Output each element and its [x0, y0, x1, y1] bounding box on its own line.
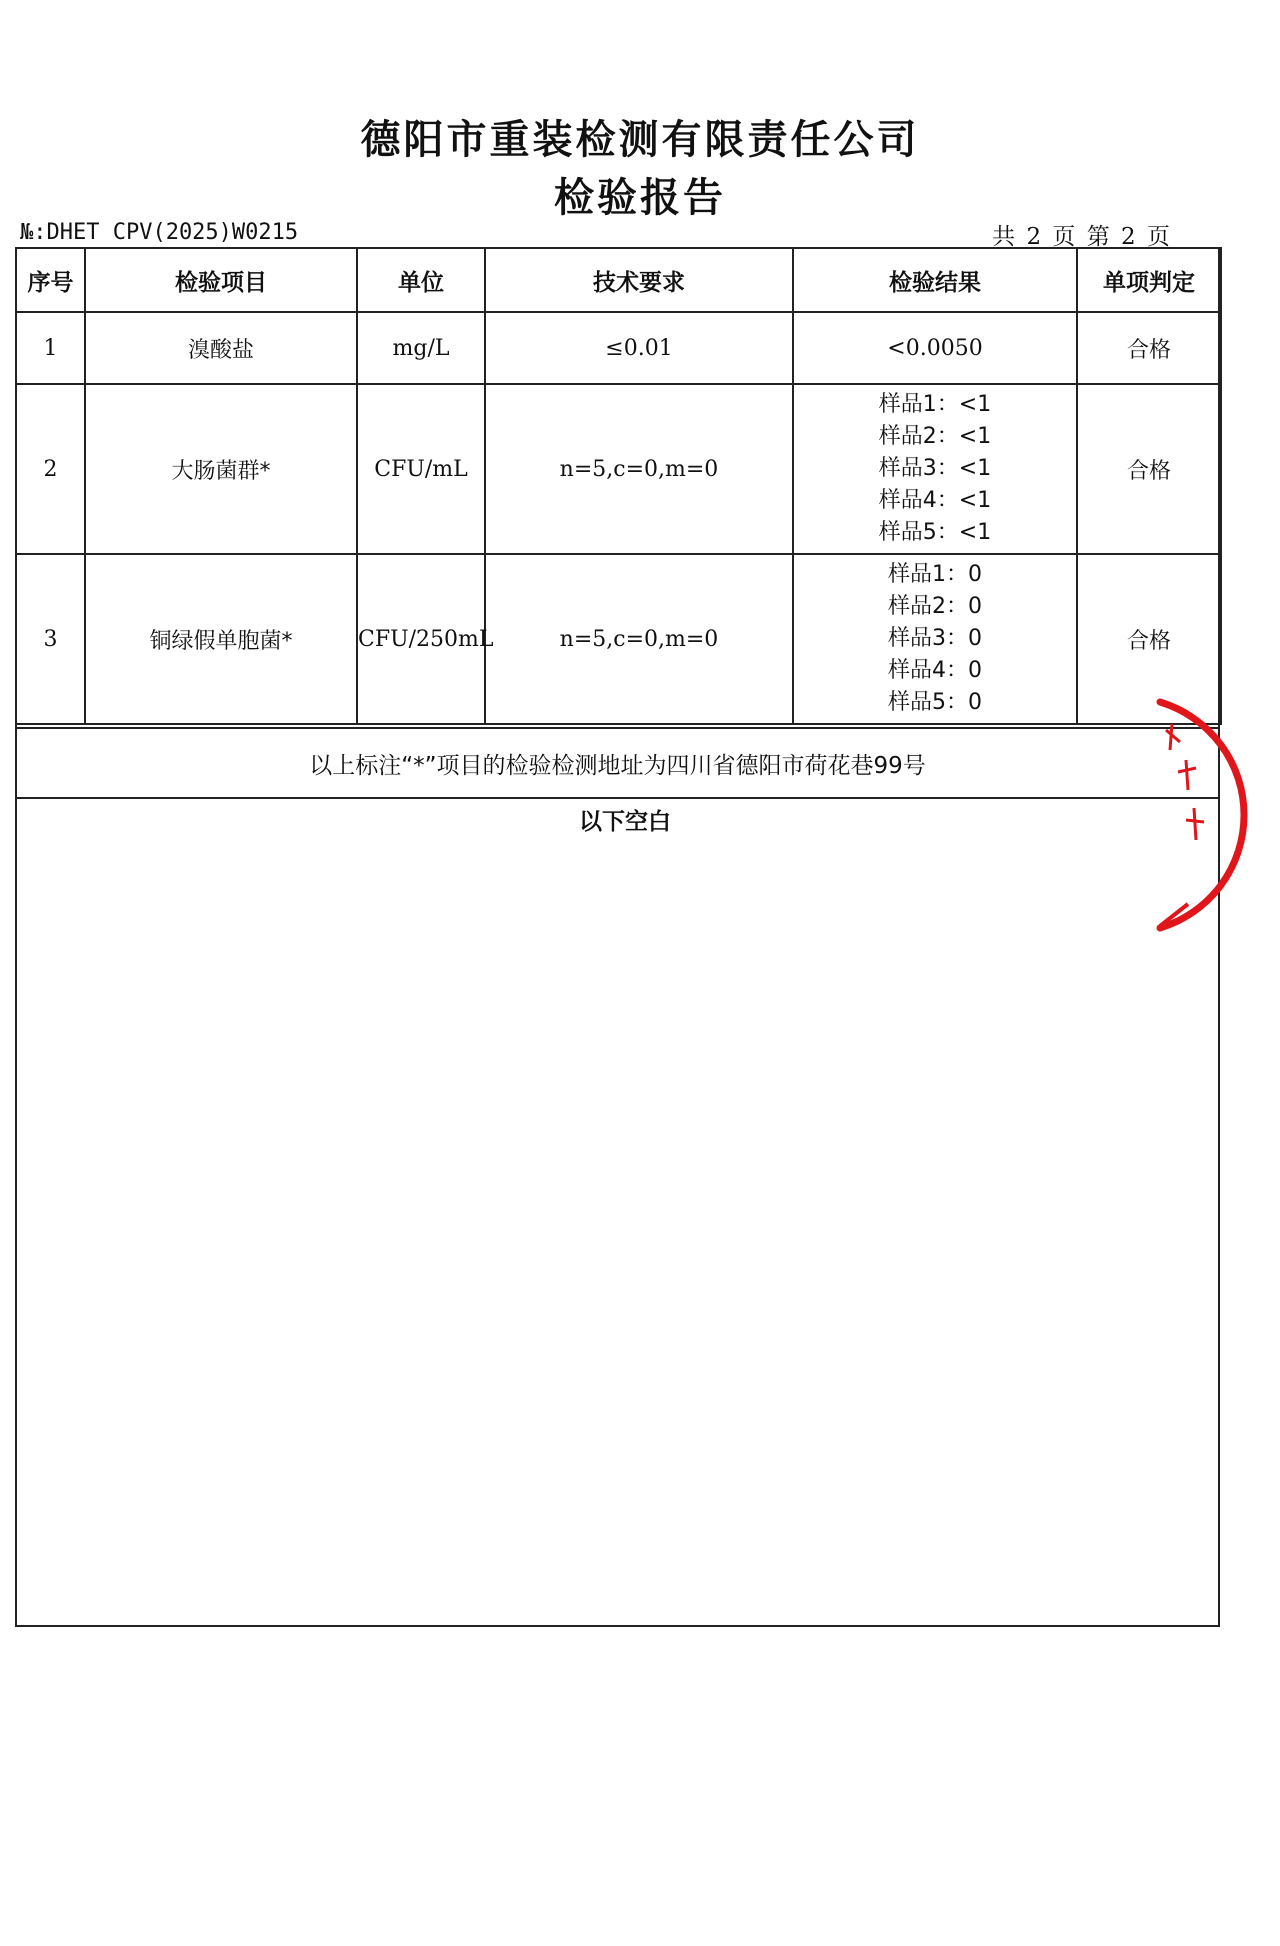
inspection-table — [15, 247, 1222, 725]
blank-below-marker: 以下空白 — [579, 809, 671, 835]
company-seal-stamp-icon — [1100, 690, 1260, 940]
row-judgement: 合格 — [1077, 384, 1221, 554]
row-unit: CFU/mL — [357, 384, 485, 554]
header-unit: 单位 — [357, 248, 485, 312]
sample-result: 样品2：<1 — [878, 424, 992, 449]
row-judgement: 合格 — [1077, 554, 1221, 724]
sample-result: 样品1：0 — [888, 562, 982, 587]
row-item: 大肠菌群* — [85, 384, 357, 554]
row-requirement: ≤0.01 — [485, 312, 793, 384]
sample-result: 样品1：<1 — [878, 392, 992, 417]
sample-result: 样品3：<1 — [878, 456, 992, 481]
page-info: 共 2 页 第 2 页 — [992, 224, 1172, 250]
row-results — [793, 384, 1077, 554]
table-row — [16, 554, 1221, 724]
sample-result: 样品4：<1 — [878, 488, 992, 513]
header-requirement: 技术要求 — [485, 248, 793, 312]
table-row — [16, 384, 1221, 554]
row-no: 2 — [16, 384, 85, 554]
header-no: 序号 — [16, 248, 85, 312]
row-requirement: n=5,c=0,m=0 — [485, 384, 793, 554]
sample-result: 样品2：0 — [888, 594, 982, 619]
row-requirement: n=5,c=0,m=0 — [485, 554, 793, 724]
row-item: 铜绿假单胞菌* — [85, 554, 357, 724]
sample-result: 样品5：0 — [888, 690, 982, 715]
sample-result: 样品4：0 — [888, 658, 982, 683]
sample-result: 样品3：0 — [888, 626, 982, 651]
header-item: 检验项目 — [85, 248, 357, 312]
row-judgement: 合格 — [1077, 312, 1221, 384]
row-unit: CFU/250mL — [357, 554, 485, 724]
header-result: 检验结果 — [793, 248, 1077, 312]
row-no: 3 — [16, 554, 85, 724]
row-results — [793, 554, 1077, 724]
table-row — [16, 312, 1221, 384]
company-name: 德阳市重装检测有限责任公司 — [360, 116, 920, 163]
header-judgement: 单项判定 — [1077, 248, 1221, 312]
row-item: 溴酸盐 — [85, 312, 357, 384]
address-note: 以上标注“*”项目的检验检测地址为四川省德阳市荷花巷99号 — [15, 727, 1220, 799]
document-number: №:DHET CPV(2025)W0215 — [20, 220, 299, 245]
sample-result: 样品5：<1 — [878, 520, 992, 545]
row-unit: mg/L — [357, 312, 485, 384]
row-result: <0.0050 — [793, 312, 1077, 384]
table-header-row — [16, 248, 1221, 312]
row-no: 1 — [16, 312, 85, 384]
report-title: 检验报告 — [554, 174, 726, 221]
